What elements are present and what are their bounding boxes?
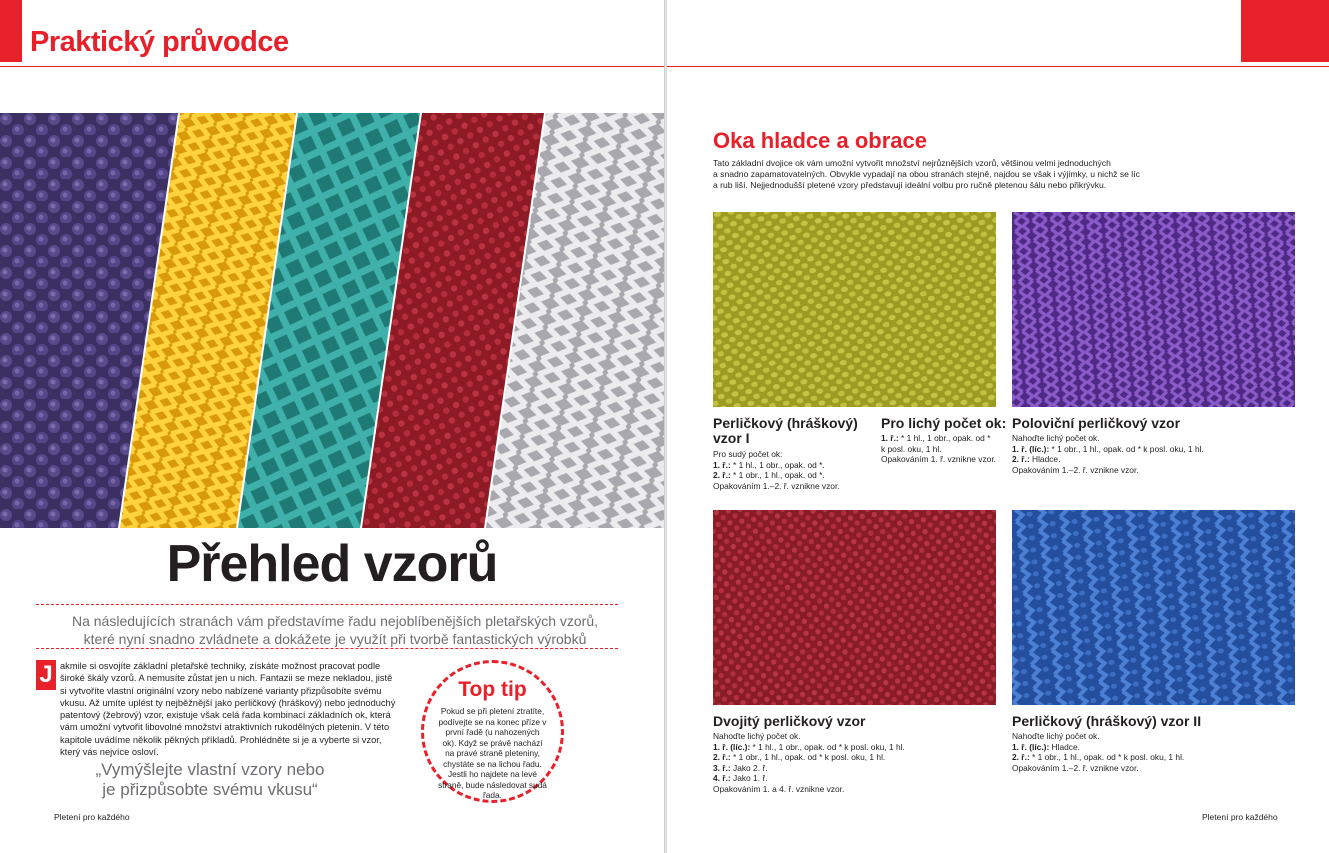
cap1b-line2: k posl. oku, 1 hl. — [881, 443, 942, 454]
caption-title-seed-1 — [713, 416, 883, 446]
cap1b-line3: Opakováním 1. ř. vznikne vzor. — [881, 454, 996, 465]
caption-title-double-seed: Dvojitý perličkový vzor — [713, 713, 866, 729]
cap4-line3 — [1012, 752, 1302, 763]
cap4-line3-label: 2. ř.: — [1012, 752, 1030, 763]
cap1b-line1 — [881, 433, 1011, 444]
cap3-line3 — [713, 752, 1003, 763]
cap2-line3-text: Hladce. — [1029, 454, 1061, 465]
left-page — [0, 0, 664, 853]
dashed-rule-top — [36, 604, 618, 605]
swatch-svg-blue — [1012, 510, 1295, 705]
cap3-line5-label: 4. ř.: — [713, 773, 731, 784]
knitting-strips-photo — [0, 113, 664, 528]
cap3-line3-label: 2. ř.: — [713, 752, 731, 763]
section-title: Praktický průvodce — [30, 26, 289, 58]
cap2-line3-label: 2. ř.: — [1012, 454, 1030, 465]
cap1-line2 — [713, 460, 883, 471]
cap2-line4: Opakováním 1.–2. ř. vznikne vzor. — [1012, 464, 1139, 475]
cap2-line3 — [1012, 454, 1302, 465]
standfirst — [40, 612, 630, 648]
cap4-line2 — [1012, 742, 1302, 753]
pull-quote — [60, 760, 360, 800]
caption-title-seed-1-line-a: Perličkový (hráškový) — [713, 415, 858, 431]
top-rule-left — [0, 66, 664, 67]
top-tip-circle — [421, 660, 564, 803]
red-tab-left — [0, 0, 22, 62]
cap2-line2 — [1012, 444, 1302, 455]
main-title: Přehled vzorů — [166, 535, 498, 593]
cap4-line1: Nahoďte lichý počet ok. — [1012, 731, 1100, 741]
red-tab-right — [1241, 0, 1329, 62]
swatch-photo-double-moss-red — [713, 510, 996, 705]
cap2-line2-label: 1. ř. (líc.): — [1012, 443, 1050, 454]
caption-body-odd — [881, 433, 1011, 465]
knitting-strips-svg — [0, 113, 664, 528]
cap4-line2-text: Hladce. — [1049, 741, 1080, 752]
caption-title-odd: Pro lichý počet ok: — [881, 415, 1007, 431]
cap3-line3-text: * 1 obr., 1 hl., opak. od * k posl. oku, 1 hl. — [730, 752, 886, 763]
cap3-line4-text: Jako 2. ř. — [730, 762, 768, 773]
cap2-line1: Nahoďte lichý počet ok. — [1012, 433, 1100, 443]
caption-body-half-seed — [1012, 433, 1302, 475]
cap1-line2-label: 1. ř.: — [713, 459, 731, 470]
cap3-line4-label: 3. ř.: — [713, 762, 731, 773]
cap1-line1: Pro sudý počet ok: — [713, 449, 783, 459]
cap3-line2-text: * 1 hl., 1 obr., opak. od * k posl. oku, 1 hl. — [750, 741, 905, 752]
top-tip-title: Top tip — [458, 678, 527, 701]
cap2-line2-text: * 1 obr., 1 hl., opak. od * k posl. oku, 1 hl. — [1049, 443, 1204, 454]
standfirst-line-1: Na následujících stranách vám představíme řadu nejoblíbenějších pletařských vzorů, — [71, 613, 599, 629]
cap4-line4: Opakováním 1.–2. ř. vznikne vzor. — [1012, 762, 1139, 773]
cap3-line1: Nahoďte lichý počet ok. — [713, 731, 801, 741]
cap1-line3 — [713, 470, 883, 481]
cap1-line2-text: * 1 hl., 1 obr., opak. od *. — [730, 459, 825, 470]
cap3-line4 — [713, 763, 1003, 774]
right-page-intro — [713, 158, 1163, 192]
dashed-rule-bottom — [36, 648, 618, 649]
cap4-line2-label: 1. ř. (líc.): — [1012, 741, 1050, 752]
caption-title-half-seed: Poloviční perličkový vzor — [1012, 415, 1181, 431]
cap3-line2-label: 1. ř. (líc.): — [713, 741, 751, 752]
caption-title-seed-1-line-b: vzor I — [713, 430, 750, 446]
swatch-photo-rib-purple — [1012, 212, 1295, 407]
intro-line-2: a snadno zapamatovatelných. Obvykle vypadají na obou stranách stejně, najdou se však i výjimky, u nichž se líc — [713, 169, 1140, 180]
cap1b-line1-text: * 1 hl., 1 obr., opak. od * — [898, 433, 991, 443]
cap1b-line1-label: 1. ř.: — [881, 433, 899, 443]
cap3-line2 — [713, 742, 1003, 753]
right-page-title: Oka hladce a obrace — [713, 128, 927, 153]
cap3-line6: Opakováním 1. a 4. ř. vznikne vzor. — [713, 783, 845, 794]
intro-line-1: Tato základní dvojice ok vám umožní vytvořit množství nejrůznějších vzorů, většinou velmi jednoduchých — [713, 158, 1111, 168]
cap3-line5-text: Jako 1. ř. — [730, 773, 768, 784]
quote-line-1: „Vymýšlejte vlastní vzory nebo — [95, 760, 325, 779]
top-tip-body: Pokud se při pletení ztratíte, podívejte se na konec příze v první řadě (u nahozených ok). Když se právě nachází na pravé straně pleteniny, chystáte se na lichou řadu. Jestli ho najdete na levé straně, bude následovat sudá řada. — [438, 706, 547, 800]
dropcap: J — [36, 660, 56, 690]
cap1-line3-text: * 1 obr., 1 hl., opak. od *. — [730, 470, 825, 481]
swatch-svg-purple — [1012, 212, 1295, 407]
caption-body-seed-2 — [1012, 731, 1302, 773]
cap1-line4: Opakováním 1.–2. ř. vznikne vzor. — [713, 480, 840, 491]
swatch-photo-seed-green — [713, 212, 996, 407]
cap4-line3-text: * 1 obr., 1 hl., opak. od * k posl. oku, 1 hl. — [1029, 752, 1185, 763]
swatch-svg-red — [713, 510, 996, 705]
right-page — [667, 0, 1329, 853]
cap3-line5 — [713, 773, 1003, 784]
swatch-photo-seed-blue — [1012, 510, 1295, 705]
cap1-line3-label: 2. ř.: — [713, 470, 731, 481]
standfirst-line-2: které nyní snadno zvládnete a dokážete je využít při tvorbě fantastických výrobků — [83, 631, 587, 647]
quote-line-2: je přizpůsobte svému vkusu“ — [102, 780, 318, 799]
footer-right: Pletení pro každého — [1202, 812, 1278, 822]
top-rule-right — [667, 66, 1329, 67]
caption-body-seed-1 — [713, 449, 883, 491]
intro-line-3: a rub liší. Nejjednodušší pletené vzory představují ideální volbu pro ručně pletenou šálu nebo přikrývku. — [713, 180, 1107, 191]
footer-left: Pletení pro každého — [54, 812, 130, 822]
caption-title-seed-2: Perličkový (hráškový) vzor II — [1012, 713, 1202, 729]
swatch-svg-green — [713, 212, 996, 407]
body-copy: akmile si osvojíte základní pletařské techniky, získáte možnost pracovat podle široké škály vzorů. A nemusíte zůstat jen u nich. Fantazii se meze nekladou, jistě si vytvoříte vlastní originální vzory nebo nabízené varianty přizpůsobíte svému vkusu. Až umíte uplést ty nejběžnější jako perličkový (hráškový) nebo jednoduchý patentový (žebrový) vzor, existuje však celá řada kombinací základních ok, která vám umožní vytvořit libovolné množství atraktivních rukodělných pletenin. V této kapitole uvádíme několik pěkných příkladů. Prohlédněte si je a vyberte si vzor, který vás nejvíce osloví. — [60, 661, 396, 758]
caption-body-double-seed — [713, 731, 1003, 795]
